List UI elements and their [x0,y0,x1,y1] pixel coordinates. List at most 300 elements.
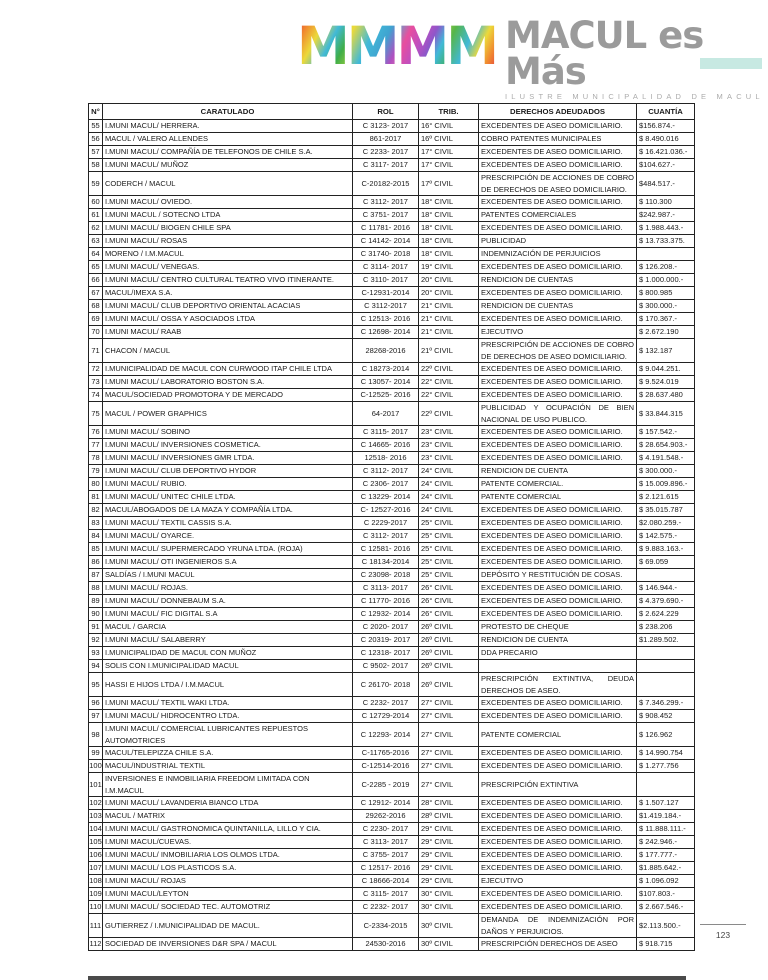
cell-rol: 24530-2016 [353,938,419,951]
cell-rol: C 13057- 2014 [353,376,419,389]
cell-rol: C 26170- 2018 [353,673,419,697]
teal-accent-bar [700,58,762,69]
cell-caratulado: I.MUNI MACUL/ GASTRONOMICA QUINTANILLA, LILLO Y CIA. [103,823,353,836]
cell-cuantia: $ 8.490.016 [637,133,695,146]
cell-cuantia [637,773,695,797]
cell-cuantia: $484.517.- [637,172,695,196]
cell-n: 104 [89,823,103,836]
cell-n: 94 [89,660,103,673]
cell-trib: 27° CIVIL [419,747,479,760]
cell-rol: C 2020- 2017 [353,621,419,634]
cell-trib: 30° CIVIL [419,901,479,914]
cell-rol: C-12514-2016 [353,760,419,773]
cell-n: 107 [89,862,103,875]
cell-trib: 26º CIVIL [419,621,479,634]
cell-rol: C 3112- 2017 [353,465,419,478]
cell-rol: C-11765-2016 [353,747,419,760]
cell-cuantia: $ 9.044.251. [637,363,695,376]
cell-cuantia: $ 4.191.548.- [637,452,695,465]
cell-n: 105 [89,836,103,849]
cell-derechos: EXCEDENTES DE ASEO DOMICILIARIO. [479,608,637,621]
cell-caratulado: I.MUNI MACUL/ ROSAS [103,235,353,248]
cell-caratulado: MACUL/IMEXA S.A. [103,287,353,300]
cell-trib: 24° CIVIL [419,478,479,491]
cell-derechos: EXCEDENTES DE ASEO DOMICILIARIO. [479,849,637,862]
table-row [89,517,695,530]
cell-cuantia: $ 238.206 [637,621,695,634]
cell-cuantia: $ 9.524.019 [637,376,695,389]
cell-caratulado: I.MUNI MACUL/ CENTRO CULTURAL TEATRO VIVO ITINERANTE. [103,274,353,287]
table-row [89,569,695,582]
cell-rol: C- 12527-2016 [353,504,419,517]
cell-rol: C 2229-2017 [353,517,419,530]
cell-caratulado: I.MUNI MACUL/ FIC DIGITAL S.A [103,608,353,621]
column-header-trib: TRIB. [419,104,479,120]
cell-n: 63 [89,235,103,248]
cell-n: 76 [89,426,103,439]
cell-rol: C 12513- 2016 [353,313,419,326]
cell-trib: 26º CIVIL [419,634,479,647]
cell-n: 77 [89,439,103,452]
cell-caratulado: I.MUNI MACUL/LEYTON [103,888,353,901]
cell-cuantia: $ 69.059 [637,556,695,569]
header-row [89,104,695,120]
cell-cuantia: $ 146.944.- [637,582,695,595]
cell-rol: C 2232- 2017 [353,901,419,914]
cell-cuantia: $ 142.575.- [637,530,695,543]
cell-cuantia: $ 110.300 [637,196,695,209]
cell-derechos: EXCEDENTES DE ASEO DOMICILIARIO. [479,159,637,172]
cell-n: 96 [89,697,103,710]
cell-rol: C 3113- 2017 [353,582,419,595]
cell-n: 71 [89,339,103,363]
cell-trib: 25° CIVIL [419,556,479,569]
cell-caratulado: MACUL/SOCIEDAD PROMOTORA Y DE MERCADO [103,389,353,402]
column-header-caratulado: CARATULADO [103,104,353,120]
cell-caratulado: I.MUNI MACUL/ UNITEC CHILE LTDA. [103,491,353,504]
cell-cuantia: $1.885.642.- [637,862,695,875]
table-row [89,875,695,888]
brand-title: MACUL es Más [505,14,704,93]
cell-derechos: EXCEDENTES DE ASEO DOMICILIARIO. [479,376,637,389]
cell-rol: C 14665- 2016 [353,439,419,452]
column-header-derechos: DERECHOS ADEUDADOS [479,104,637,120]
cell-rol: C 3115- 2017 [353,888,419,901]
cell-cuantia: $104.627.- [637,159,695,172]
cell-cuantia: $ 126.208.- [637,261,695,274]
cell-cuantia: $1.289.502. [637,634,695,647]
cell-trib: 20° CIVIL [419,287,479,300]
cell-trib: 29° CIVIL [419,836,479,849]
cell-derechos [479,660,637,673]
cell-trib: 22º CIVIL [419,363,479,376]
cell-trib: 23° CIVIL [419,452,479,465]
cell-n: 99 [89,747,103,760]
cell-caratulado: MORENO / I.M.MACUL [103,248,353,261]
cell-rol: C 3112-2017 [353,300,419,313]
cell-rol: C 14142- 2014 [353,235,419,248]
cell-cuantia: $ 2.121.615 [637,491,695,504]
cell-n: 109 [89,888,103,901]
cell-derechos: EXCEDENTES DE ASEO DOMICILIARIO. [479,439,637,452]
table-row [89,710,695,723]
table-row [89,300,695,313]
cell-n: 58 [89,159,103,172]
cell-n: 91 [89,621,103,634]
cell-cuantia: $ 7.346.299.- [637,697,695,710]
logo-letter-m1: M [297,16,347,77]
cell-n: 106 [89,849,103,862]
cell-n: 95 [89,673,103,697]
cell-caratulado: MACUL/TELEPIZZA CHILE S.A. [103,747,353,760]
cell-derechos: PROTESTO DE CHEQUE [479,621,637,634]
cell-caratulado: I.MUNI MACUL/ CLUB DEPORTIVO HYDOR [103,465,353,478]
cell-n: 102 [89,797,103,810]
cell-rol: C 2306- 2017 [353,478,419,491]
cell-cuantia: $ 242.946.- [637,836,695,849]
cell-n: 93 [89,647,103,660]
cell-derechos: EXCEDENTES DE ASEO DOMICILIARIO. [479,823,637,836]
cell-cuantia: $ 28.637.480 [637,389,695,402]
cell-caratulado: I.MUNI MACUL/ SOBINO [103,426,353,439]
cell-derechos: EXCEDENTES DE ASEO DOMICILIARIO. [479,543,637,556]
cell-n: 111 [89,914,103,938]
table-row [89,595,695,608]
cell-n: 74 [89,389,103,402]
table-row [89,901,695,914]
cell-cuantia: $242.987.- [637,209,695,222]
cell-derechos: EXCEDENTES DE ASEO DOMICILIARIO. [479,901,637,914]
cell-cuantia: $ 9.883.163.- [637,543,695,556]
cell-caratulado: I.MUNI MACUL/ ROJAS [103,875,353,888]
cell-caratulado: MACUL / GARCIA [103,621,353,634]
cell-rol: C 3755- 2017 [353,849,419,862]
cell-derechos: RENDICION DE CUENTA [479,465,637,478]
cell-derechos: EXCEDENTES DE ASEO DOMICILIARIO. [479,517,637,530]
cell-trib: 18° CIVIL [419,209,479,222]
cell-rol: C 20319- 2017 [353,634,419,647]
cell-caratulado: SOCIEDAD DE INVERSIONES D&R SPA / MACUL [103,938,353,951]
cell-derechos: EXCEDENTES DE ASEO DOMICILIARIO. [479,389,637,402]
cell-rol: C 3112- 2017 [353,196,419,209]
cell-derechos: EXCEDENTES DE ASEO DOMICILIARIO. [479,426,637,439]
cell-caratulado: GUTIERREZ / I.MUNICIPALIDAD DE MACUL. [103,914,353,938]
cell-caratulado: INVERSIONES E INMOBILIARIA FREEDOM LIMITADA CON I.M.MACUL [103,773,353,797]
table-row [89,389,695,402]
cell-caratulado: I.MUNI MACUL/ OSSA Y ASOCIADOS LTDA [103,313,353,326]
cell-trib: 19° CIVIL [419,261,479,274]
cell-caratulado: SALDÍAS / I.MUNI MACUL [103,569,353,582]
cell-trib: 24° CIVIL [419,504,479,517]
table-row [89,196,695,209]
table-row [89,313,695,326]
cases-table [88,103,695,951]
cell-rol: C 3113- 2017 [353,836,419,849]
table-row [89,326,695,339]
cell-cuantia: $ 14.990.754 [637,747,695,760]
cell-trib: 17º CIVIL [419,172,479,196]
cell-trib: 30º CIVIL [419,914,479,938]
cell-trib: 22° CIVIL [419,389,479,402]
table-body [89,120,695,951]
cell-cuantia: $ 4.379.690.- [637,595,695,608]
cell-derechos: EXCEDENTES DE ASEO DOMICILIARIO. [479,888,637,901]
cell-cuantia: $ 170.367.- [637,313,695,326]
cell-rol: C 3114- 2017 [353,261,419,274]
cell-rol: 28268-2016 [353,339,419,363]
cell-n: 68 [89,300,103,313]
cell-cuantia: $2.113.500.- [637,914,695,938]
cell-rol: C 18134-2014 [353,556,419,569]
cell-trib: 29° CIVIL [419,875,479,888]
cell-trib: 18° CIVIL [419,196,479,209]
table-row [89,287,695,300]
cell-trib: 24° CIVIL [419,465,479,478]
cell-n: 90 [89,608,103,621]
cell-caratulado: I.MUNI MACUL/ LOS PLASTICOS S.A. [103,862,353,875]
cell-caratulado: I.MUNI MACUL/ TEXTIL CASSIS S.A. [103,517,353,530]
cell-n: 72 [89,363,103,376]
cell-cuantia: $ 132.187 [637,339,695,363]
table-row [89,760,695,773]
cell-derechos: PATENTES COMERCIALES [479,209,637,222]
cell-caratulado: I.MUNI MACUL/ COMPAÑÍA DE TELEFONOS DE CHILE S.A. [103,146,353,159]
table-row [89,209,695,222]
cell-cuantia: $ 800.985 [637,287,695,300]
cell-caratulado: I.MUNI MACUL/ SOCIEDAD TEC. AUTOMOTRIZ [103,901,353,914]
cell-trib: 25° CIVIL [419,569,479,582]
cell-rol: C 2230- 2017 [353,823,419,836]
cell-rol: 64-2017 [353,402,419,426]
cell-derechos: DEPÓSITO Y RESTITUCIÓN DE COSAS. [479,569,637,582]
cell-caratulado: I.MUNI MACUL/ COMERCIAL LUBRICANTES REPUESTOS AUTOMOTRICES [103,723,353,747]
cell-n: 73 [89,376,103,389]
cell-rol: C 12581- 2016 [353,543,419,556]
cell-n: 75 [89,402,103,426]
table-row [89,823,695,836]
cell-n: 64 [89,248,103,261]
cell-rol: C 3751- 2017 [353,209,419,222]
cell-n: 97 [89,710,103,723]
cell-trib: 21° CIVIL [419,300,479,313]
cell-derechos: PUBLICIDAD Y OCUPACIÓN DE BIEN NACIONAL DE USO PUBLICO. [479,402,637,426]
cell-rol: C 12698- 2014 [353,326,419,339]
cell-n: 103 [89,810,103,823]
cell-cuantia: $ 1.507.127 [637,797,695,810]
cell-caratulado: I.MUNI MACUL/ CLUB DEPORTIVO ORIENTAL ACACIAS [103,300,353,313]
cell-n: 57 [89,146,103,159]
cell-caratulado: I.MUNI MACUL/ HERRERA. [103,120,353,133]
cell-derechos: RENDICION DE CUENTAS [479,274,637,287]
cell-rol: C 3110- 2017 [353,274,419,287]
cell-derechos: EXCEDENTES DE ASEO DOMICILIARIO. [479,797,637,810]
cell-rol: 12518- 2016 [353,452,419,465]
cell-caratulado: I.MUNI MACUL/ LAVANDERIA BIANCO LTDA [103,797,353,810]
cell-derechos: EXCEDENTES DE ASEO DOMICILIARIO. [479,530,637,543]
cell-trib: 23° CIVIL [419,426,479,439]
cell-rol: C 12293- 2014 [353,723,419,747]
cell-trib: 25° CIVIL [419,517,479,530]
cell-derechos: PRESCRIPCIÓN DERECHOS DE ASEO [479,938,637,951]
table-row [89,376,695,389]
cell-n: 70 [89,326,103,339]
cell-n: 69 [89,313,103,326]
cell-derechos: RENDICION DE CUENTA [479,634,637,647]
table-row [89,747,695,760]
table-row [89,836,695,849]
cell-trib: 29° CIVIL [419,849,479,862]
cell-n: 80 [89,478,103,491]
cell-derechos: COBRO PATENTES MUNICIPALES [479,133,637,146]
cell-derechos: EXCEDENTES DE ASEO DOMICILIARIO. [479,146,637,159]
cell-trib: 30º CIVIL [419,938,479,951]
cell-trib: 28º CIVIL [419,810,479,823]
table-row [89,697,695,710]
cell-derechos: PRESCRIPCIÓN EXTINTIVA [479,773,637,797]
cell-trib: 16º CIVIL [419,133,479,146]
table-row [89,274,695,287]
cell-trib: 18° CIVIL [419,222,479,235]
cell-derechos: PATENTE COMERCIAL. [479,478,637,491]
cell-caratulado: I.MUNI MACUL/CUEVAS. [103,836,353,849]
table-row [89,402,695,426]
cell-caratulado: MACUL/ABOGADOS DE LA MAZA Y COMPAÑÍA LTDA. [103,504,353,517]
cell-caratulado: I.MUNI MACUL/ OTI INGENIEROS S.A [103,556,353,569]
cell-rol: C 12932- 2014 [353,608,419,621]
cell-cuantia: $1.419.184.- [637,810,695,823]
cell-trib: 26º CIVIL [419,647,479,660]
table-row [89,478,695,491]
table-row [89,363,695,376]
cell-cuantia [637,660,695,673]
table-row [89,608,695,621]
cell-rol: C 23098- 2018 [353,569,419,582]
table-row [89,773,695,797]
cell-cuantia: $ 126.962 [637,723,695,747]
cell-caratulado: I.MUNI MACUL/ DONNEBAUM S.A. [103,595,353,608]
cell-caratulado: MACUL / POWER GRAPHICS [103,402,353,426]
cell-caratulado: MACUL / MATRIX [103,810,353,823]
cell-trib: 21° CIVIL [419,313,479,326]
cell-trib: 18° CIVIL [419,248,479,261]
table-row [89,133,695,146]
cell-cuantia: $ 1.988.443.- [637,222,695,235]
cell-derechos: EXCEDENTES DE ASEO DOMICILIARIO. [479,287,637,300]
table-row [89,452,695,465]
table-row [89,491,695,504]
cell-n: 56 [89,133,103,146]
cell-cuantia: $ 2.624.229 [637,608,695,621]
cell-derechos: PRESCRIPCIÓN DE ACCIONES DE COBRO DE DERECHOS DE ASEO DOMICILIARIO. [479,339,637,363]
cell-caratulado: I.MUNI MACUL/ HIDROCENTRO LTDA. [103,710,353,723]
page-number: 123 [715,930,731,940]
cell-trib: 29° CIVIL [419,862,479,875]
table-row [89,849,695,862]
cell-cuantia: $ 2.667.546.- [637,901,695,914]
cell-caratulado: MACUL/INDUSTRIAL TEXTIL [103,760,353,773]
cell-trib: 20° CIVIL [419,274,479,287]
cell-caratulado: I.MUNI MACUL/ ROJAS. [103,582,353,595]
cell-caratulado: I.MUNI MACUL/ OYARCE. [103,530,353,543]
cell-trib: 27° CIVIL [419,697,479,710]
cell-rol: C 11770- 2016 [353,595,419,608]
cell-rol: C 3123- 2017 [353,120,419,133]
table-row [89,862,695,875]
cell-derechos: DEMANDA DE INDEMNIZACIÓN POR DAÑOS Y PERJUICIOS. [479,914,637,938]
cell-cuantia: $ 16.421.036.- [637,146,695,159]
cell-trib: 27° CIVIL [419,760,479,773]
cell-derechos: EXCEDENTES DE ASEO DOMICILIARIO. [479,582,637,595]
cell-derechos: EXCEDENTES DE ASEO DOMICILIARIO. [479,760,637,773]
cell-derechos: DDA PRECARIO [479,647,637,660]
cell-n: 59 [89,172,103,196]
cell-rol: C 18666-2014 [353,875,419,888]
cell-derechos: EXCEDENTES DE ASEO DOMICILIARIO. [479,363,637,376]
table-row [89,530,695,543]
cell-derechos: PRESCRIPCIÓN DE ACCIONES DE COBRO DE DERECHOS DE ASEO DOMICILIARIO. [479,172,637,196]
cell-n: 67 [89,287,103,300]
cell-cuantia: $2.080.259.- [637,517,695,530]
cell-cuantia: $ 35.015.787 [637,504,695,517]
logo-letter-m4: M [446,16,496,77]
logo-letter-m2: M [346,16,397,77]
page-number-block [700,924,746,943]
cell-rol: C 18273-2014 [353,363,419,376]
cell-rol: C-2285 - 2019 [353,773,419,797]
cell-caratulado: I.MUNI MACUL/ LABORATORIO BOSTON S.A. [103,376,353,389]
cell-rol: C 11781- 2016 [353,222,419,235]
mmmm-logo-icon [297,16,496,77]
cell-derechos: EXCEDENTES DE ASEO DOMICILIARIO. [479,595,637,608]
cell-trib: 26º CIVIL [419,660,479,673]
brand-subtitle: ILUSTRE MUNICIPALIDAD DE MACUL [505,92,764,101]
cell-cuantia: $ 300.000.- [637,465,695,478]
cell-rol: 29262-2016 [353,810,419,823]
cell-caratulado: I.MUNI MACUL/ MUÑOZ [103,159,353,172]
cell-n: 100 [89,760,103,773]
cell-derechos: EXCEDENTES DE ASEO DOMICILIARIO. [479,196,637,209]
cell-n: 83 [89,517,103,530]
cell-rol: C-12525- 2016 [353,389,419,402]
cell-caratulado: I.MUNICIPALIDAD DE MACUL CON CURWOOD ITAP CHILE LTDA [103,363,353,376]
table-row [89,582,695,595]
cell-trib: 27° CIVIL [419,710,479,723]
cell-caratulado: I.MUNI MACUL/ INVERSIONES COSMETICA. [103,439,353,452]
table-row [89,660,695,673]
cell-rol: C 3112- 2017 [353,530,419,543]
cell-caratulado: CHACON / MACUL [103,339,353,363]
cell-n: 79 [89,465,103,478]
cell-derechos: RENDICION DE CUENTAS [479,300,637,313]
cell-caratulado: SOLIS CON I.MUNICIPALIDAD MACUL [103,660,353,673]
table-row [89,723,695,747]
cell-trib: 22º CIVIL [419,402,479,426]
cell-rol: C 2233- 2017 [353,146,419,159]
cell-trib: 26° CIVIL [419,582,479,595]
cell-cuantia: $ 1.277.756 [637,760,695,773]
table-row [89,647,695,660]
cell-trib: 25° CIVIL [419,543,479,556]
table-row [89,621,695,634]
cell-trib: 21º CIVIL [419,339,479,363]
cell-rol: C-12931-2014 [353,287,419,300]
cell-caratulado: I.MUNICIPALIDAD DE MACUL CON MUÑOZ [103,647,353,660]
cell-trib: 26° CIVIL [419,595,479,608]
cell-trib: 27° CIVIL [419,723,479,747]
cell-n: 92 [89,634,103,647]
cell-cuantia: $ 157.542.- [637,426,695,439]
cell-cuantia: $ 13.733.375. [637,235,695,248]
